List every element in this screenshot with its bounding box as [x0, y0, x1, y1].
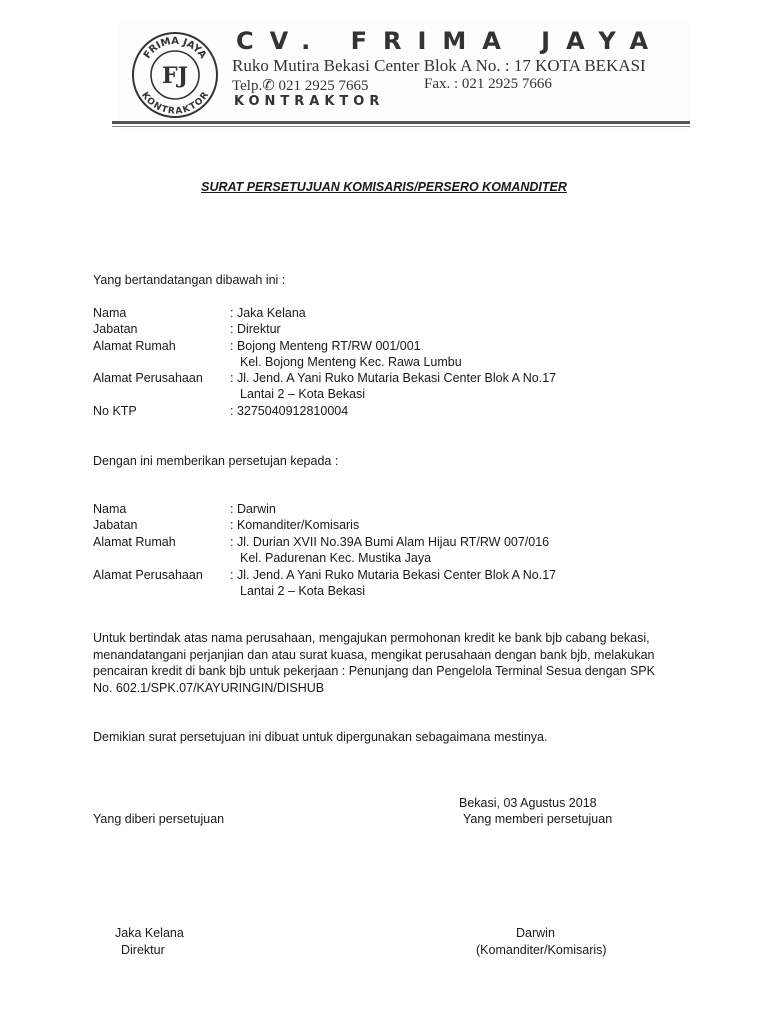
company-phone: Telp.✆ 021 2925 7665	[232, 78, 369, 94]
signer-ktp-value: : 3275040912810004	[230, 404, 349, 418]
signer-name-value: : Jaka Kelana	[230, 306, 306, 320]
svg-text:KONTRAKTOR	[139, 90, 211, 116]
logo-mark: FJ	[161, 63, 189, 89]
signer-name-label: Nama	[93, 306, 127, 320]
letterhead-rule	[112, 121, 690, 124]
logo-bottom-text: KONTRAKTOR	[139, 90, 211, 117]
recipient-home-value: : Jl. Durian XVII No.39A Bumi Alam Hijau RT/RW 007/016	[230, 535, 550, 549]
left-signer-name: Jaka Kelana	[115, 926, 184, 940]
right-signature-caption: Yang memberi persetujuan	[463, 812, 613, 826]
recipient-company-value: : Jl. Jend. A Yani Ruko Mutaria Bekasi Center Blok A No.17	[230, 568, 557, 582]
signer-position-value: : Direktur	[230, 322, 281, 336]
purpose-line: No. 602.1/SPK.07/KAYURINGIN/DISHUB	[93, 680, 325, 695]
signer-position-label: Jabatan	[93, 322, 138, 336]
purpose-line: menandatangani perjanjian dan atau surat kuasa, mengikat perusahaan dengan bank bjb, melakukan	[93, 647, 655, 662]
consent-intro-text: Dengan ini memberikan persetujan kepada :	[93, 454, 339, 468]
right-signer-title: (Komanditer/Komisaris)	[476, 943, 607, 957]
recipient-company-value-cont: Lantai 2 – Kota Bekasi	[240, 584, 366, 598]
signer-home-value: : Bojong Menteng RT/RW 001/001	[230, 339, 421, 353]
recipient-company-label: Alamat Perusahaan	[93, 568, 203, 582]
recipient-name-value: : Darwin	[230, 502, 276, 516]
company-name: CV. FRIMA JAYA	[236, 27, 665, 55]
purpose-paragraph	[93, 630, 683, 696]
recipient-home-value-cont: Kel. Padurenan Kec. Mustika Jaya	[240, 551, 432, 565]
recipient-home-label: Alamat Rumah	[93, 535, 176, 549]
closing-text: Demikian surat persetujuan ini dibuat untuk dipergunakan sebagaimana mestinya.	[93, 730, 548, 744]
left-signer-title: Direktur	[121, 943, 165, 957]
company-subtitle: KONTRAKTOR	[234, 94, 385, 109]
company-contact	[232, 76, 552, 95]
logo-top-text: FRIMA JAYA	[141, 35, 209, 61]
company-address: Ruko Mutira Bekasi Center Blok A No. : 17 KOTA BEKASI	[232, 56, 646, 75]
signer-company-label: Alamat Perusahaan	[93, 371, 203, 385]
right-signer-name: Darwin	[516, 926, 555, 940]
signer-company-value-cont: Lantai 2 – Kota Bekasi	[240, 387, 366, 401]
recipient-position-label: Jabatan	[93, 518, 138, 532]
purpose-line: Untuk bertindak atas nama perusahaan, mengajukan permohonan kredit ke bank bjb cabang bekasi,	[93, 631, 650, 645]
company-logo	[130, 30, 220, 120]
document-title: SURAT PERSETUJUAN KOMISARIS/PERSERO KOMANDITER	[201, 180, 567, 194]
letterhead-rule-thin	[112, 126, 690, 127]
recipient-name-label: Nama	[93, 502, 127, 516]
intro-text: Yang bertandatangan dibawah ini :	[93, 273, 286, 287]
signer-ktp-label: No KTP	[93, 404, 137, 418]
place-date: Bekasi, 03 Agustus 2018	[459, 796, 597, 810]
signer-home-value-cont: Kel. Bojong Menteng Kec. Rawa Lumbu	[240, 355, 462, 369]
purpose-line: pencairan kredit di bank bjb untuk pekerjaan : Penunjang dan Pengelola Terminal Sesua dengan SPK	[93, 664, 655, 678]
company-fax: Fax. : 021 2925 7666	[424, 76, 552, 92]
signer-company-value: : Jl. Jend. A Yani Ruko Mutaria Bekasi Center Blok A No.17	[230, 371, 557, 385]
left-signature-caption: Yang diberi persetujuan	[93, 812, 225, 826]
signer-home-label: Alamat Rumah	[93, 339, 176, 353]
recipient-position-value: : Komanditer/Komisaris	[230, 518, 360, 532]
